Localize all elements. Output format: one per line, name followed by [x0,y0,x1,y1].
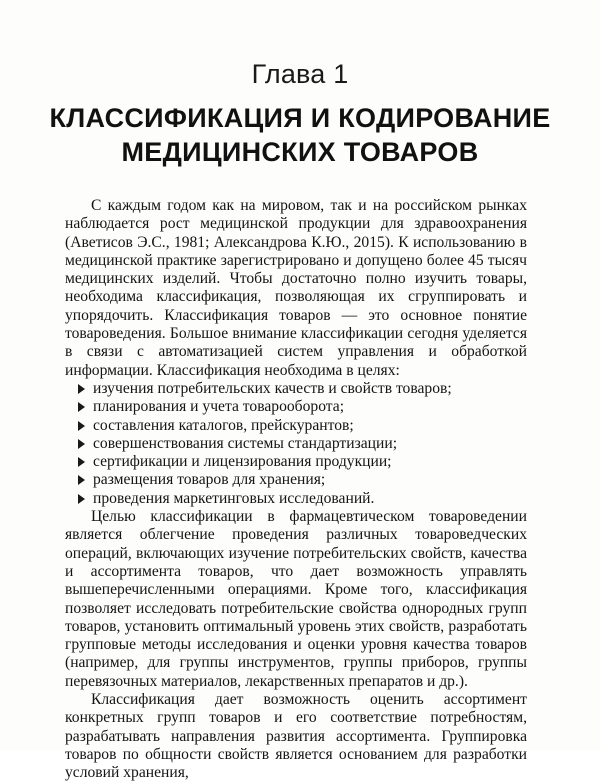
list-item-text: совершенствования системы стандартизации; [93,434,398,452]
triangle-right-icon [78,457,85,467]
list-item [78,490,527,508]
list-item-text: размещения товаров для хранения; [93,471,326,489]
list-item [78,471,527,489]
body-text [65,197,527,783]
list-item-text: составления каталогов, прейскурантов; [93,416,354,434]
triangle-right-icon [78,439,85,449]
chapter-title [0,101,600,169]
list-item [78,435,527,453]
list-item [78,380,527,398]
triangle-right-icon [78,494,85,504]
list-item-text: планирования и учета товарооборота; [93,398,345,416]
triangle-right-icon [78,384,85,394]
list-item [78,398,527,416]
paragraph-assortment: Классификация дает возможность оценить ассортимент конкретных групп товаров и его соответствие потребностям, разрабатывать направления развития ассортимента. Группировка товаров по общности свойств является основанием для разработки условий хранения, [65,691,527,782]
purpose-list [65,380,527,508]
list-item [78,417,527,435]
chapter-label: Глава 1 [251,59,349,89]
list-item-text: изучения потребительских качеств и свойств товаров; [93,379,452,397]
chapter-title-line-1: КЛАССИФИКАЦИЯ И КОДИРОВАНИЕ [49,103,551,133]
paragraph-intro: С каждым годом как на мировом, так и на российском рынках наблюдается рост медицинской продукции для здравоохранения (Аветисов Э.С., 1981; Александрова К.Ю., 2015). К использованию в медицинской практике зарегистрировано и допущено более 45 тысяч медицинских изделий. Чтобы достаточно полно изучить товары, необходима классификация, позволяющая их сгруппировать и упорядочить. Классификация товаров — это основное понятие товароведения. Большое внимание классификации сегодня уделяется в связи с автоматизацией систем управления и обработкой информации. Классификация необходима в целях: [65,197,527,379]
chapter-title-line-2: МЕДИЦИНСКИХ ТОВАРОВ [121,137,479,167]
triangle-right-icon [78,402,85,412]
list-item-text: проведения маркетинговых исследований. [93,489,375,507]
triangle-right-icon [78,475,85,485]
triangle-right-icon [78,421,85,431]
list-item [78,453,527,471]
list-item-text: сертификации и лицензирования продукции; [93,453,392,471]
paragraph-purpose: Целью классификации в фармацевтическом товароведении является облегчение проведения различных товароведческих операций, включающих изучение потребительских свойств, качества и ассортимента товаров, что дает возможность управлять вышеперечисленными операциями. Кроме того, классификация позволяет исследовать потребительские свойства однородных групп товаров, установить оптимальный уровень этих свойств, разработать групповые методы исследования и оценки уровня качества товаров (например, для группы инструментов, группы приборов, группы перевязочных материалов, лекарственных препаратов и др.). [65,508,527,690]
